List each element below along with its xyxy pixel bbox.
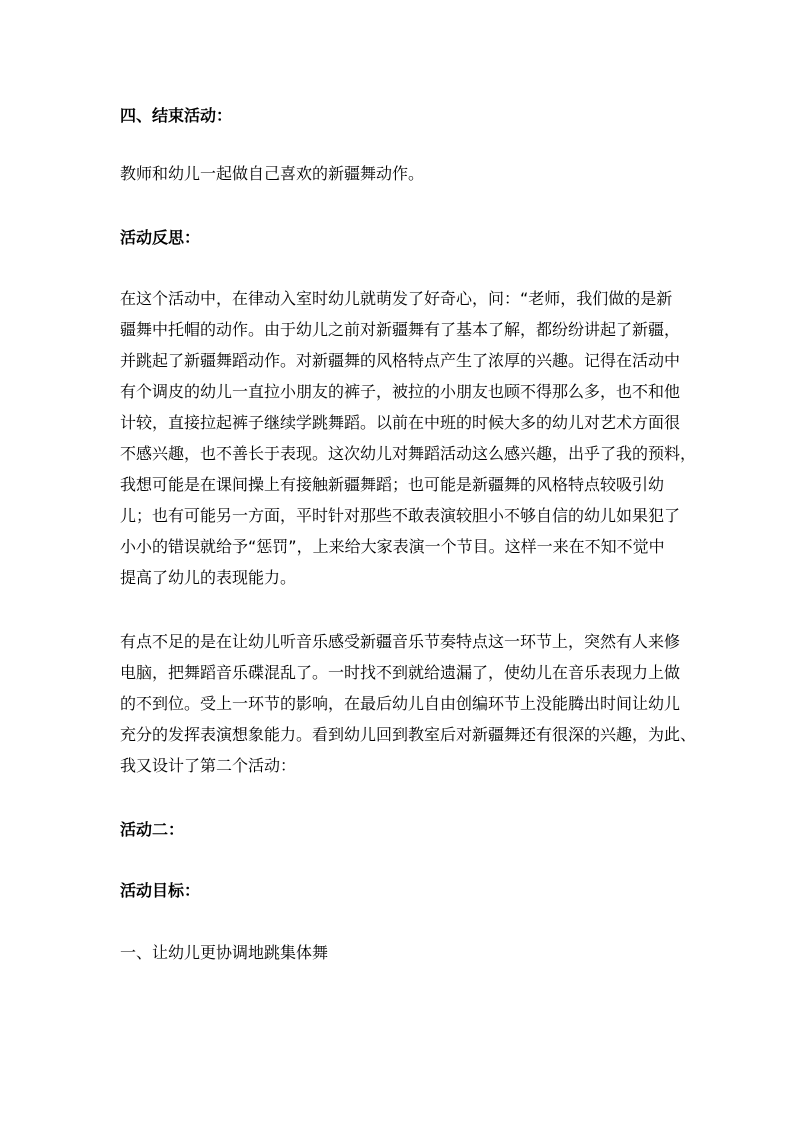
reflection-paragraph-2 <box>120 626 697 781</box>
reflection-heading <box>120 222 672 253</box>
section-end-heading <box>120 100 672 131</box>
heading-text: 活动二： <box>120 820 185 839</box>
reflection-paragraph-1 <box>120 283 697 593</box>
paragraph-line: 提高了幼儿的表现能力。 <box>120 568 297 587</box>
paragraph-line: 不感兴趣，也不善长于表现。这次幼儿对舞蹈活动这么感兴趣，出乎了我的预料， <box>120 444 697 463</box>
paragraph-line: 疆舞中托帽的动作。由于幼儿之前对新疆舞有了基本了解，都纷纷讲起了新疆， <box>120 320 681 339</box>
paragraph-line: 的不到位。受上一环节的影响，在最后幼儿自由创编环节上没能腾出时间让幼儿 <box>120 694 681 713</box>
paragraph-line: 充分的发挥表演想象能力。看到幼儿回到教室后对新疆舞还有很深的兴趣，为此、 <box>120 725 697 744</box>
paragraph-line: 计较，直接拉起裤子继续学跳舞蹈。以前在中班的时候大多的幼儿对艺术方面很 <box>120 413 681 432</box>
paragraph-line: 有个调皮的幼儿一直拉小朋友的裤子，被拉的小朋友也顾不得那么多，也不和他 <box>120 382 681 401</box>
goal-1 <box>120 937 672 968</box>
paragraph-line: 我又设计了第二个活动： <box>120 756 297 775</box>
paragraph-line: 电脑，把舞蹈音乐碟混乱了。一时找不到就给遗漏了，使幼儿在音乐表现力上做 <box>120 663 681 682</box>
paragraph-line: 儿；也有可能另一方面，平时针对那些不敢表演较胆小不够自信的幼儿如果犯了 <box>120 506 681 525</box>
paragraph-line: 有点不足的是在让幼儿听音乐感受新疆音乐节奏特点这一环节上，突然有人来修 <box>120 632 681 651</box>
paragraph-line: 教师和幼儿一起做自己喜欢的新疆舞动作。 <box>120 164 425 183</box>
heading-text: 四、结束活动： <box>120 106 233 125</box>
heading-text: 活动目标： <box>120 881 201 900</box>
paragraph-line: 我想可能是在课间操上有接触新疆舞蹈；也可能是新疆舞的风格特点较吸引幼 <box>120 475 665 494</box>
paragraph-line: 小小的错误就给予“惩罚”，上来给大家表演一个节目。这样一来在不知不觉中 <box>120 537 665 556</box>
paragraph-line: 并跳起了新疆舞蹈动作。对新疆舞的风格特点产生了浓厚的兴趣。记得在活动中 <box>120 351 681 370</box>
paragraph-line: 在这个活动中，在律动入室时幼儿就萌发了好奇心，问：“老师，我们做的是新 <box>120 289 673 308</box>
heading-text: 活动反思： <box>120 228 201 247</box>
activity-two-heading <box>120 814 672 845</box>
activity-goals-heading <box>120 875 672 906</box>
section-end-body <box>120 158 672 189</box>
paragraph-line: 一、让幼儿更协调地跳集体舞 <box>120 943 329 962</box>
